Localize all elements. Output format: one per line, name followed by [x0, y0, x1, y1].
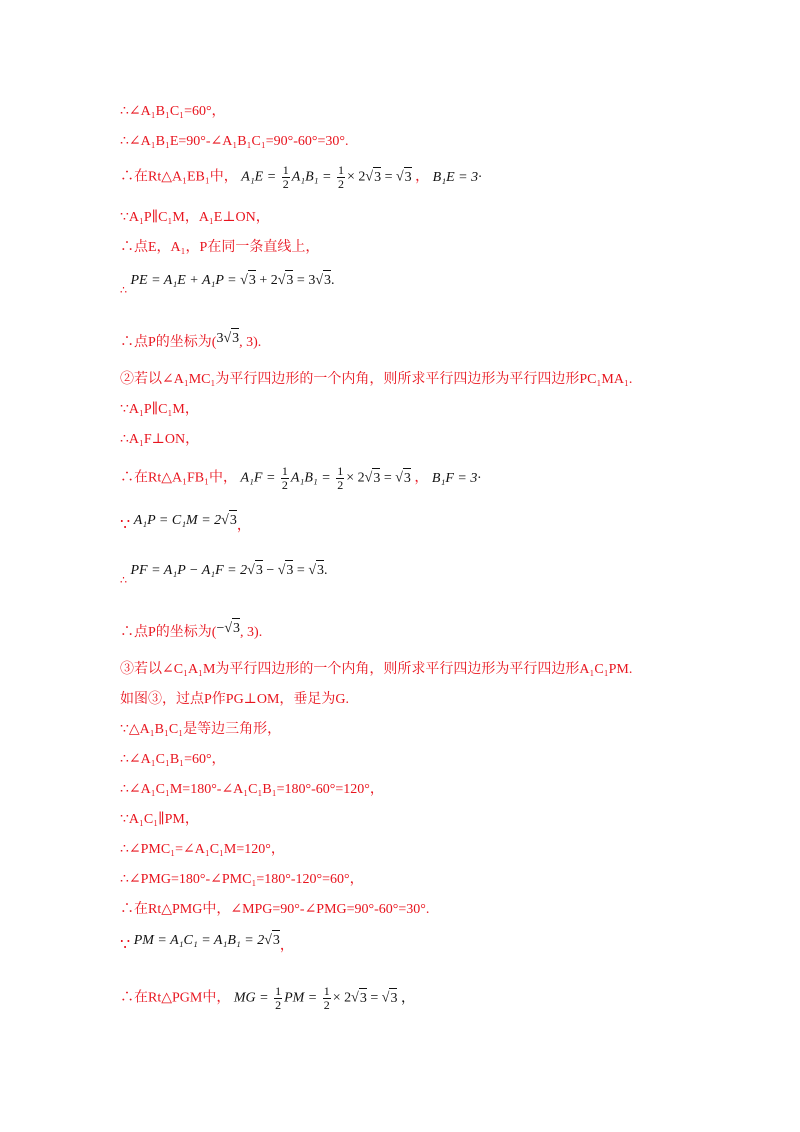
formula-mg: MG = $\frac{1}{2}$ PM = $\frac{1}{2}$ × 2√3 = √3 — [233, 984, 398, 1012]
line-3: ∴在Rt△A₁EB₁中， A₁E = $\frac{1}{2}$ A₁B₁ = $\frac{1}{2}$ × 2√3 = √3 ， B₁E = 3· — [120, 163, 482, 191]
line-5: ∴点E，A₁，P在同一条直线上， — [120, 240, 320, 255]
line-9: ∵A₁P∥C₁M， — [120, 402, 199, 417]
line-21: ∴∠PMC₁=∠A₁C₁M=120°， — [120, 842, 285, 857]
coord-value: 3√3 — [216, 328, 239, 349]
line-17: ∵△A₁B₁C₁是等边三角形， — [120, 722, 282, 737]
line-11: ∴在Rt△A₁FB₁中， A₁F = $\frac{1}{2}$ A₁B₁ = $\frac{1}{2}$ × 2√3 = √3 ， B₁F = 3· — [120, 464, 481, 492]
line-8: ②若以∠A₁MC₁为平行四边形的一个内角，则所求平行四边形为平行四边形PC₁MA₁. — [120, 372, 633, 387]
line-16: 如图③，过点P作PG⊥OM，垂足为G. — [120, 692, 350, 707]
line-12: ∵ A₁P = C₁M = 2√3， — [120, 510, 251, 537]
line-25: ∴在Rt△PGM中， MG = $\frac{1}{2}$ PM = $\frac{1}{2}$ × 2√3 = √3 ， — [120, 984, 415, 1012]
line-1: ∴∠A₁B₁C₁=60°， — [120, 104, 226, 119]
line-15: ③若以∠C₁A₁M为平行四边形的一个内角，则所求平行四边形为平行四边形A₁C₁PM. — [120, 662, 633, 677]
line-6: $_\therefore$ PE = A₁E + A₁P = √3 + 2√3 = 3√3. — [120, 270, 335, 301]
coord-value-2: −√3 — [216, 618, 240, 639]
line-24: ∵ PM = A₁C₁ = A₁B₁ = 2√3， — [120, 930, 294, 957]
formula-pf: PF = A₁P − A₁F = 2√3 − √3 = √3. — [131, 560, 328, 581]
formula-a1f: A₁F = $\frac{1}{2}$ A₁B₁ = $\frac{1}{2}$ × 2√3 = √3 — [240, 464, 411, 492]
formula-b1f: B₁F = 3 — [431, 470, 478, 486]
line-20: ∵A₁C₁∥PM， — [120, 812, 199, 827]
formula-a1e: A₁E = $\frac{1}{2}$ A₁B₁ = $\frac{1}{2}$ × 2√3 = √3 — [241, 163, 412, 191]
formula-pm: PM = A₁C₁ = A₁B₁ = 2√3 — [134, 930, 280, 951]
line-7: ∴点P的坐标为(3√3, 3). — [120, 328, 261, 353]
line-2: ∴∠A₁B₁E=90°-∠A₁B₁C₁=90°-60°=30°. — [120, 134, 349, 149]
formula-a1p: A₁P = C₁M = 2√3 — [134, 510, 237, 531]
line-14: ∴点P的坐标为(−√3, 3). — [120, 618, 262, 643]
line-22: ∴∠PMG=180°-∠PMC₁=180°-120°=60°， — [120, 872, 364, 887]
line-18: ∴∠A₁C₁B₁=60°， — [120, 752, 226, 767]
line-23: ∴在Rt△PMG中，∠MPG=90°-∠PMG=90°-60°=30°. — [120, 902, 430, 917]
formula-b1e: B₁E = 3 — [432, 169, 479, 185]
line-10: ∴A₁F⊥ON， — [120, 432, 200, 447]
line-4: ∵A₁P∥C₁M，A₁E⊥ON， — [120, 210, 270, 225]
formula-pe: PE = A₁E + A₁P = √3 + 2√3 = 3√3. — [131, 270, 335, 291]
line-19: ∴∠A₁C₁M=180°-∠A₁C₁B₁=180°-60°=120°， — [120, 782, 384, 797]
line-13: $_\therefore$ PF = A₁P − A₁F = 2√3 − √3 = √3. — [120, 560, 328, 591]
